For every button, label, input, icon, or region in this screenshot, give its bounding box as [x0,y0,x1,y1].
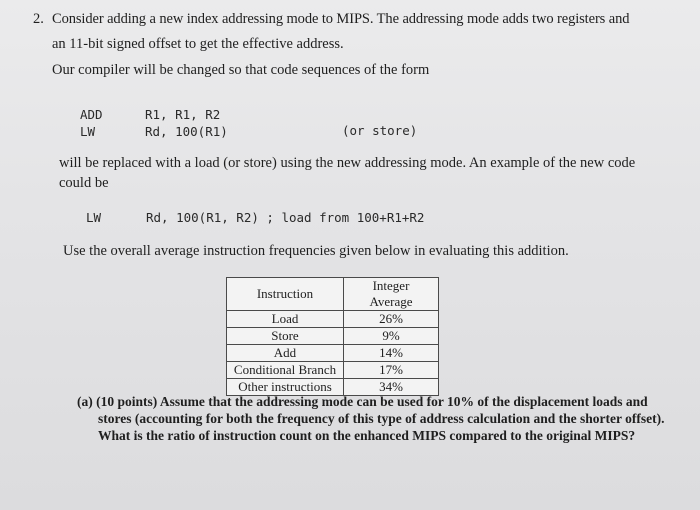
table-row [227,328,439,345]
table-header-instruction: Instruction [227,278,344,311]
part-a-line-1: (a) (10 points) Assume that the addressing mode can be used for 10% of the displacement loads and [77,394,648,409]
table-cell-instruction: Store [227,328,344,345]
code1-args-2: Rd, 100(R1) [145,124,228,139]
question-line-1: Consider adding a new index addressing mode to MIPS. The addressing mode adds two registers and [52,11,630,27]
table-header-integer-average: Integer Average [344,278,439,311]
replace-line-1: will be replaced with a load (or store) using the new addressing mode. An example of the new code [59,155,636,171]
table-cell-instruction: Other instructions [227,379,344,396]
usage-text: Use the overall average instruction frequencies given below in evaluating this addition. [63,243,569,259]
replace-line-2: could be [59,175,109,191]
table-header-row [227,278,439,311]
table-cell-instruction: Add [227,345,344,362]
frequency-table [226,277,439,396]
table-cell-value: 14% [344,345,439,362]
code1-comment: (or store) [342,123,418,138]
table-cell-value: 34% [344,379,439,396]
table-cell-value: 26% [344,311,439,328]
table-row [227,379,439,396]
table-cell-instruction: Conditional Branch [227,362,344,379]
question-number: 2. [33,11,44,27]
part-a-line-3: What is the ratio of instruction count on the enhanced MIPS compared to the original MIPS? [98,428,636,443]
table-row [227,345,439,362]
code2-op: LW [86,210,102,225]
table-cell-value: 9% [344,328,439,345]
table-row [227,311,439,328]
code1-op-2: LW [80,124,96,139]
question-line-3: Our compiler will be changed so that code sequences of the form [52,62,430,78]
code1-args-1: R1, R1, R2 [145,107,221,122]
part-a-line-2: stores (accounting for both the frequency of this type of address calculation and the shorter offset). [98,411,665,426]
code1-op-1: ADD [80,107,103,122]
table-row [227,362,439,379]
table-cell-instruction: Load [227,311,344,328]
question-line-2: an 11-bit signed offset to get the effective address. [52,36,344,52]
code2-args: Rd, 100(R1, R2) ; load from 100+R1+R2 [146,210,425,225]
table-cell-value: 17% [344,362,439,379]
